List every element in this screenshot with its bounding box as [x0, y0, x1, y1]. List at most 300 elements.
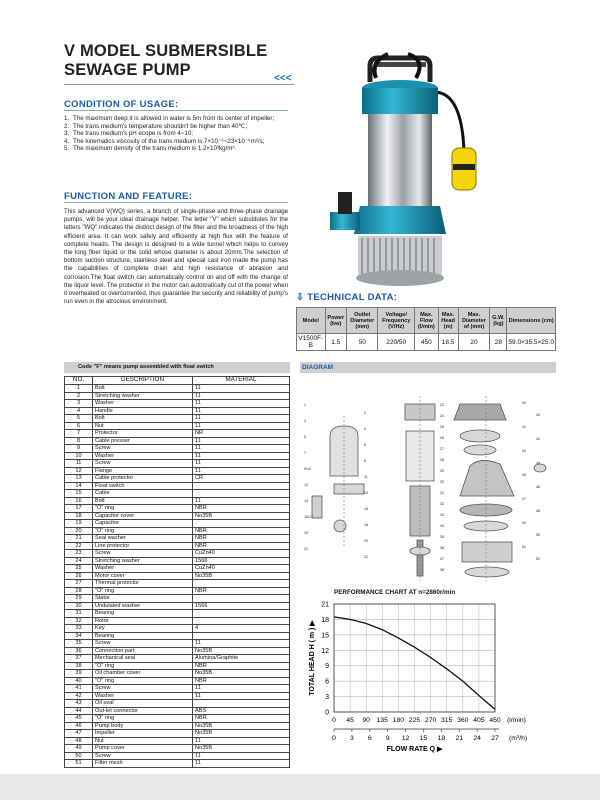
- chart-x-tick-label-m3h: 9: [385, 735, 390, 742]
- chart-x-tick-label-lmin: 450: [489, 717, 501, 724]
- diagram-callout-label: 8: [364, 459, 366, 463]
- chart-x-tick-label-m3h: 0: [332, 735, 336, 742]
- part-description: Pump body: [93, 722, 193, 730]
- table-row: [65, 467, 290, 475]
- tech-header-cell: G.W. (kg): [490, 308, 507, 334]
- part-description: Filter mesh: [93, 760, 193, 768]
- condition-item-text: The trans medium's pH ecope is from 4~10;: [73, 130, 194, 138]
- diagram-callout-label: 35: [440, 535, 444, 539]
- diagram-callout-label: 48: [536, 509, 540, 513]
- part-material: [193, 610, 290, 618]
- part-description: "O" ring: [93, 677, 193, 685]
- part-number: 31: [65, 610, 93, 618]
- table-row: [65, 610, 290, 618]
- part-material: NR: [193, 430, 290, 438]
- diagram-callout-label: 44: [536, 461, 540, 465]
- part-material: 11: [193, 400, 290, 408]
- part-description: Screw: [93, 640, 193, 648]
- part-material: [193, 595, 290, 603]
- part-description: Screw: [93, 752, 193, 760]
- part-description: Nut: [93, 422, 193, 430]
- part-number: 47: [65, 730, 93, 738]
- part-description: Line protector: [93, 542, 193, 550]
- chart-x-tick-label-m3h: 6: [367, 735, 372, 742]
- table-row: [65, 497, 290, 505]
- part-material: 4: [193, 625, 290, 633]
- table-row: [65, 752, 290, 760]
- part-number: 24: [65, 557, 93, 565]
- table-row: [65, 617, 290, 625]
- part-description: Washer: [93, 400, 193, 408]
- chart-x-tick-label-m3h: 27: [491, 735, 499, 742]
- part-material: No35B: [193, 512, 290, 520]
- function-divider: [64, 202, 288, 203]
- part-description: Stator: [93, 595, 193, 603]
- part-number: 51: [65, 760, 93, 768]
- tech-data-cell: 220/50: [378, 334, 415, 351]
- title-line-2: SEWAGE PUMP: [64, 61, 191, 79]
- part-description: Nut: [93, 737, 193, 745]
- diagram-callout-label: 7: [304, 451, 306, 455]
- condition-item: [64, 145, 294, 153]
- part-number: 22: [65, 542, 93, 550]
- part-number: 9: [65, 445, 93, 453]
- chart-y-tick-label: 12: [321, 647, 329, 655]
- part-number: 7: [65, 430, 93, 438]
- part-number: 14: [65, 482, 93, 490]
- part-description: Protector: [93, 430, 193, 438]
- condition-item-text: The kinematics viscosity of the trans medium is 7×10⁻⁶~23×10⁻⁶m²/s;: [73, 137, 265, 145]
- part-number: 8: [65, 437, 93, 445]
- diagram-callout-label: 18: [364, 523, 368, 527]
- diagram-callout-label: 47: [522, 497, 526, 501]
- part-description: Washer: [93, 565, 193, 573]
- table-row: [65, 595, 290, 603]
- diagram-callout-label: 16/17: [304, 515, 313, 519]
- part-number: 41: [65, 685, 93, 693]
- part-number: 39: [65, 670, 93, 678]
- part-material: 11: [193, 760, 290, 768]
- part-description: Capacitor cover: [93, 512, 193, 520]
- part-number: 19: [65, 520, 93, 528]
- part-description: Cable: [93, 490, 193, 498]
- diagram-callout-label: 27: [440, 447, 444, 451]
- part-material: No35B: [193, 745, 290, 753]
- part-description: Screw: [93, 550, 193, 558]
- table-row: [65, 565, 290, 573]
- table-row: [65, 475, 290, 483]
- parts-header-row: [65, 377, 290, 385]
- part-material: 11: [193, 422, 290, 430]
- function-heading: FUNCTION AND FEATURE:: [64, 191, 193, 202]
- tech-data-cell: 18.5: [438, 334, 458, 351]
- diagram-callout-label: 31: [440, 491, 444, 495]
- table-row: [65, 700, 290, 708]
- part-number: 26: [65, 572, 93, 580]
- part-number: 3: [65, 400, 93, 408]
- part-number: 45: [65, 715, 93, 723]
- diagram-callout-label: 38: [440, 568, 444, 572]
- part-material: 1566: [193, 557, 290, 565]
- part-material: NBR: [193, 677, 290, 685]
- part-material: 11: [193, 392, 290, 400]
- diagram-callout-label: 3: [304, 419, 306, 423]
- diagram-callout-label: 50: [536, 533, 540, 537]
- function-text: This advanced V(WQ) series, a branch of single-phase and three-phase drainage pumps, will be your ideal drainage helper. The letter "V" which substitutes for the letters "WQ" indicates the distinct design of the filter and the broadness of the high efficient area. It can work safely and efficiently at high flux with the feature of complete heads. The design is designed to a wide tunnel which helps to convey the long fiber liquid or the solid whose diameter is about 20mm.The selection of bottom suction structure, stainless steel and special cast iron made the pump has the capabilities of complete drain and high resistance of abrasion and corrosion.The float switch can automatically control on and off with the change of the liquor level. The protector in the motor can automatically cut of the power when it overheated or overcurrented, thus guarantee the security and reliability of pump's run even in the atrocious environment.: [64, 208, 288, 306]
- condition-item-number: 1.: [64, 115, 70, 122]
- condition-item-number: 5.: [64, 145, 70, 153]
- table-row: [65, 535, 290, 543]
- tech-table: [296, 307, 556, 351]
- part-number: 6: [65, 422, 93, 430]
- part-material: No35B: [193, 722, 290, 730]
- diagram-callout-label: 52: [536, 557, 540, 561]
- tech-header-row: [297, 308, 556, 334]
- tech-header-cell: Max. Flow (l/min): [415, 308, 439, 334]
- part-number: 16: [65, 497, 93, 505]
- float-switch-code-note: Code "F" means pump assembled with float switch: [64, 362, 290, 373]
- table-row: [65, 677, 290, 685]
- part-number: 46: [65, 722, 93, 730]
- diagram-callout-label: 37: [440, 557, 444, 561]
- part-description: Bolt: [93, 415, 193, 423]
- diagram-callout-label: 1: [304, 403, 306, 407]
- part-number: 15: [65, 490, 93, 498]
- table-row: [65, 640, 290, 648]
- tech-heading-label: TECHNICAL DATA:: [307, 292, 398, 303]
- condition-item: [64, 138, 294, 146]
- part-description: Handle: [93, 407, 193, 415]
- chart-x-tick-label-lmin: 0: [332, 717, 336, 724]
- tech-heading: ⇩ TECHNICAL DATA:: [296, 292, 398, 303]
- part-description: Bolt: [93, 497, 193, 505]
- part-number: 38: [65, 662, 93, 670]
- chart-x-tick-label-lmin: 315: [441, 717, 453, 724]
- part-material: [193, 617, 290, 625]
- part-description: Washer: [93, 692, 193, 700]
- part-description: Float switch: [93, 482, 193, 490]
- tech-data-cell: 28: [490, 334, 507, 351]
- condition-list: [64, 115, 294, 153]
- part-description: "O" ring: [93, 587, 193, 595]
- parts-header-no: NO.: [65, 377, 93, 385]
- tech-data-row: [297, 334, 556, 351]
- table-row: [65, 685, 290, 693]
- table-row: [65, 415, 290, 423]
- part-material: [193, 580, 290, 588]
- part-description: Bearing: [93, 610, 193, 618]
- part-material: 11: [193, 452, 290, 460]
- chart-y-tick-label: 3: [325, 694, 329, 702]
- part-description: Connection part: [93, 647, 193, 655]
- condition-item: [64, 115, 294, 123]
- diagram-callout-label: 46: [536, 485, 540, 489]
- diagram-callout-label: 23: [440, 403, 444, 407]
- diagram-callout-label: 34: [440, 524, 444, 528]
- part-description: Screw: [93, 445, 193, 453]
- diagram-callout-label: 6: [364, 443, 366, 447]
- table-row: [65, 655, 290, 663]
- condition-item-text: The maximum deep it is allowed in water is 5m from its center of impeller;: [73, 115, 275, 122]
- part-material: 11: [193, 437, 290, 445]
- chart-x-tick-label-lmin: 360: [457, 717, 469, 724]
- table-row: [65, 520, 290, 528]
- pump-product-image: [330, 52, 480, 290]
- part-material: 11: [193, 497, 290, 505]
- part-number: 27: [65, 580, 93, 588]
- part-number: 29: [65, 595, 93, 603]
- part-number: 36: [65, 647, 93, 655]
- condition-item-number: 2.: [64, 122, 70, 130]
- table-row: [65, 512, 290, 520]
- chart-x-unit-lmin: (l/min): [507, 717, 526, 724]
- footer-band: [0, 774, 600, 800]
- part-material: [193, 520, 290, 528]
- tech-header-cell: Power (kw): [325, 308, 347, 334]
- table-row: [65, 557, 290, 565]
- table-row: [65, 550, 290, 558]
- table-row: [65, 572, 290, 580]
- chart-x-tick-label-lmin: 45: [346, 717, 354, 724]
- chart-x-tick-label-m3h: 12: [401, 735, 410, 742]
- part-material: NBR: [193, 715, 290, 723]
- table-row: [65, 437, 290, 445]
- part-description: Undulated washer: [93, 602, 193, 610]
- part-material: No35B: [193, 670, 290, 678]
- chart-x-tick-label-m3h: 15: [419, 735, 428, 742]
- table-row: [65, 392, 290, 400]
- table-row: [65, 587, 290, 595]
- table-row: [65, 400, 290, 408]
- table-row: [65, 737, 290, 745]
- diagram-callout-label: 43: [522, 449, 526, 453]
- part-material: 1566: [193, 602, 290, 610]
- chart-x-axis-label: FLOW RATE Q ▶: [386, 746, 443, 753]
- chart-y-tick-label: 18: [321, 616, 329, 624]
- part-material: [193, 490, 290, 498]
- exploded-diagram: [300, 376, 556, 584]
- diagram-callout-label: 36: [440, 546, 444, 550]
- part-material: 11: [193, 415, 290, 423]
- table-row: [65, 745, 290, 753]
- diagram-callout-label: 42: [536, 437, 540, 441]
- diagram-callout-label: 15: [364, 507, 368, 511]
- diagram-callout-label: 32: [440, 502, 444, 506]
- diagram-callout-label: 4: [364, 427, 366, 431]
- chart-y-tick-label: 15: [321, 632, 329, 640]
- diagram-callout-label: 33: [440, 513, 444, 517]
- condition-divider: [64, 110, 288, 111]
- part-material: 11: [193, 467, 290, 475]
- part-material: NBR: [193, 587, 290, 595]
- diagram-callout-label: 51: [522, 545, 526, 549]
- part-material: NBR: [193, 542, 290, 550]
- condition-item-text: The trans medium's temperature shouldn't be higher than 40℃;: [73, 122, 248, 130]
- diagram-heading: DIAGRAM: [300, 362, 556, 373]
- part-description: Out-let connector: [93, 707, 193, 715]
- tech-data-cell: 50: [347, 334, 378, 351]
- tech-header-cell: Voltage/ Frequency (V/Hz): [378, 308, 415, 334]
- part-material: No35B: [193, 647, 290, 655]
- part-material: [193, 482, 290, 490]
- table-row: [65, 715, 290, 723]
- table-row: [65, 632, 290, 640]
- chart-x-tick-label-lmin: 90: [362, 717, 370, 724]
- part-number: 49: [65, 745, 93, 753]
- part-number: 43: [65, 700, 93, 708]
- arrows-glyph: <<<: [274, 73, 292, 84]
- part-number: 12: [65, 467, 93, 475]
- part-material: ABS: [193, 707, 290, 715]
- diagram-callout-label: 12: [304, 483, 308, 487]
- part-description: Impeller: [93, 730, 193, 738]
- part-description: Oil seal: [93, 700, 193, 708]
- diagram-callout-label: 11: [364, 475, 368, 479]
- table-row: [65, 670, 290, 678]
- chart-x-tick-label-lmin: 270: [424, 717, 437, 724]
- part-number: 21: [65, 535, 93, 543]
- part-material: 11: [193, 460, 290, 468]
- part-material: NBR: [193, 505, 290, 513]
- condition-item-number: 4.: [64, 137, 70, 145]
- table-row: [65, 505, 290, 513]
- part-number: 1: [65, 385, 93, 393]
- part-number: 23: [65, 550, 93, 558]
- part-number: 32: [65, 617, 93, 625]
- parts-table: [64, 376, 290, 768]
- diagram-callout-label: 9/10: [304, 467, 311, 471]
- table-row: [65, 580, 290, 588]
- part-description: Screw: [93, 460, 193, 468]
- parts-header-material: MATERIAL: [193, 377, 290, 385]
- table-row: [65, 707, 290, 715]
- part-description: Key: [93, 625, 193, 633]
- part-description: Bearing: [93, 632, 193, 640]
- tech-header-cell: Max. Diameter of (mm): [458, 308, 490, 334]
- chart-x-tick-label-lmin: 405: [473, 717, 485, 724]
- tech-data-cell: 20: [458, 334, 490, 351]
- part-number: 50: [65, 752, 93, 760]
- tech-data-cell: V1500F-B: [298, 335, 324, 349]
- diagram-callout-label: 22: [364, 555, 368, 559]
- diagram-callout-label: 20: [364, 539, 368, 543]
- title-line-1: V MODEL SUBMERSIBLE: [64, 42, 268, 60]
- page-title: [64, 42, 267, 80]
- part-number: 30: [65, 602, 93, 610]
- condition-item: [64, 130, 294, 138]
- part-number: 48: [65, 737, 93, 745]
- part-number: 2: [65, 392, 93, 400]
- part-description: Screw: [93, 685, 193, 693]
- chart-x-tick-label-m3h: 21: [455, 735, 464, 742]
- part-description: Cable protector: [93, 475, 193, 483]
- table-row: [65, 722, 290, 730]
- part-material: No35B: [193, 730, 290, 738]
- part-number: 25: [65, 565, 93, 573]
- table-row: [65, 460, 290, 468]
- diagram-callout-label: 49: [522, 521, 526, 525]
- table-row: [65, 647, 290, 655]
- part-material: 11: [193, 692, 290, 700]
- part-material: CR: [193, 475, 290, 483]
- part-description: Rotor: [93, 617, 193, 625]
- diagram-callout-label: 28: [440, 458, 444, 462]
- chart-x-tick-label-m3h: 24: [473, 735, 481, 742]
- chart-x-tick-label-lmin: 180: [392, 717, 405, 724]
- part-number: 34: [65, 632, 93, 640]
- part-description: Cable presser: [93, 437, 193, 445]
- table-row: [65, 482, 290, 490]
- part-description: Washer: [93, 452, 193, 460]
- part-material: 11: [193, 407, 290, 415]
- part-description: Seal washer: [93, 535, 193, 543]
- part-description: Stretching washer: [93, 557, 193, 565]
- condition-heading: CONDITION OF USAGE:: [64, 99, 179, 110]
- part-material: 11: [193, 385, 290, 393]
- tech-data-cell: 450: [415, 334, 439, 351]
- diagram-callout-label: 24: [440, 414, 444, 418]
- chart-x-unit-m3h: (m³/h): [509, 735, 528, 742]
- chart-y-tick-label: 0: [325, 709, 329, 717]
- diagram-callout-label: 30: [440, 480, 444, 484]
- part-number: 10: [65, 452, 93, 460]
- part-number: 5: [65, 415, 93, 423]
- part-material: 11: [193, 640, 290, 648]
- part-description: Capacitor: [93, 520, 193, 528]
- table-row: [65, 527, 290, 535]
- table-row: [65, 730, 290, 738]
- part-material: CuZn40: [193, 550, 290, 558]
- chart-y-tick-label: 21: [321, 601, 329, 609]
- part-description: Flange: [93, 467, 193, 475]
- table-row: [65, 422, 290, 430]
- tech-data-cell: 59.0×35.5×25.0: [507, 334, 556, 351]
- diagram-callout-label: 5: [304, 435, 306, 439]
- part-description: "O" ring: [93, 715, 193, 723]
- table-row: [65, 445, 290, 453]
- table-row: [65, 385, 290, 393]
- chart-title: PERFORMANCE CHART AT n=2860r/min: [334, 589, 456, 596]
- part-description: Pump cover: [93, 745, 193, 753]
- part-material: 11: [193, 685, 290, 693]
- title-divider: [64, 84, 294, 85]
- part-number: 42: [65, 692, 93, 700]
- part-description: Oil chamber cover: [93, 670, 193, 678]
- diagram-callout-label: 39: [522, 401, 526, 405]
- part-material: NBR: [193, 527, 290, 535]
- part-number: 35: [65, 640, 93, 648]
- part-material: [193, 700, 290, 708]
- table-row: [65, 490, 290, 498]
- diagram-callout-label: 45: [522, 473, 526, 477]
- part-material: NBR: [193, 662, 290, 670]
- tech-data-cell: 1.5: [325, 334, 347, 351]
- part-number: 4: [65, 407, 93, 415]
- performance-chart: [300, 596, 556, 754]
- diagram-callout-label: 14: [304, 499, 308, 503]
- table-row: [65, 542, 290, 550]
- chart-y-tick-label: 9: [325, 663, 329, 671]
- diagram-callout-label: 13: [364, 491, 368, 495]
- chart-x-tick-label-lmin: 135: [376, 717, 388, 724]
- table-row: [65, 602, 290, 610]
- diagram-callout-label: 25: [440, 425, 444, 429]
- tech-header-cell: Outlet Diameter (mm): [347, 308, 378, 334]
- part-description: "O" ring: [93, 505, 193, 513]
- part-material: 11: [193, 752, 290, 760]
- table-row: [65, 692, 290, 700]
- part-description: "O" ring: [93, 527, 193, 535]
